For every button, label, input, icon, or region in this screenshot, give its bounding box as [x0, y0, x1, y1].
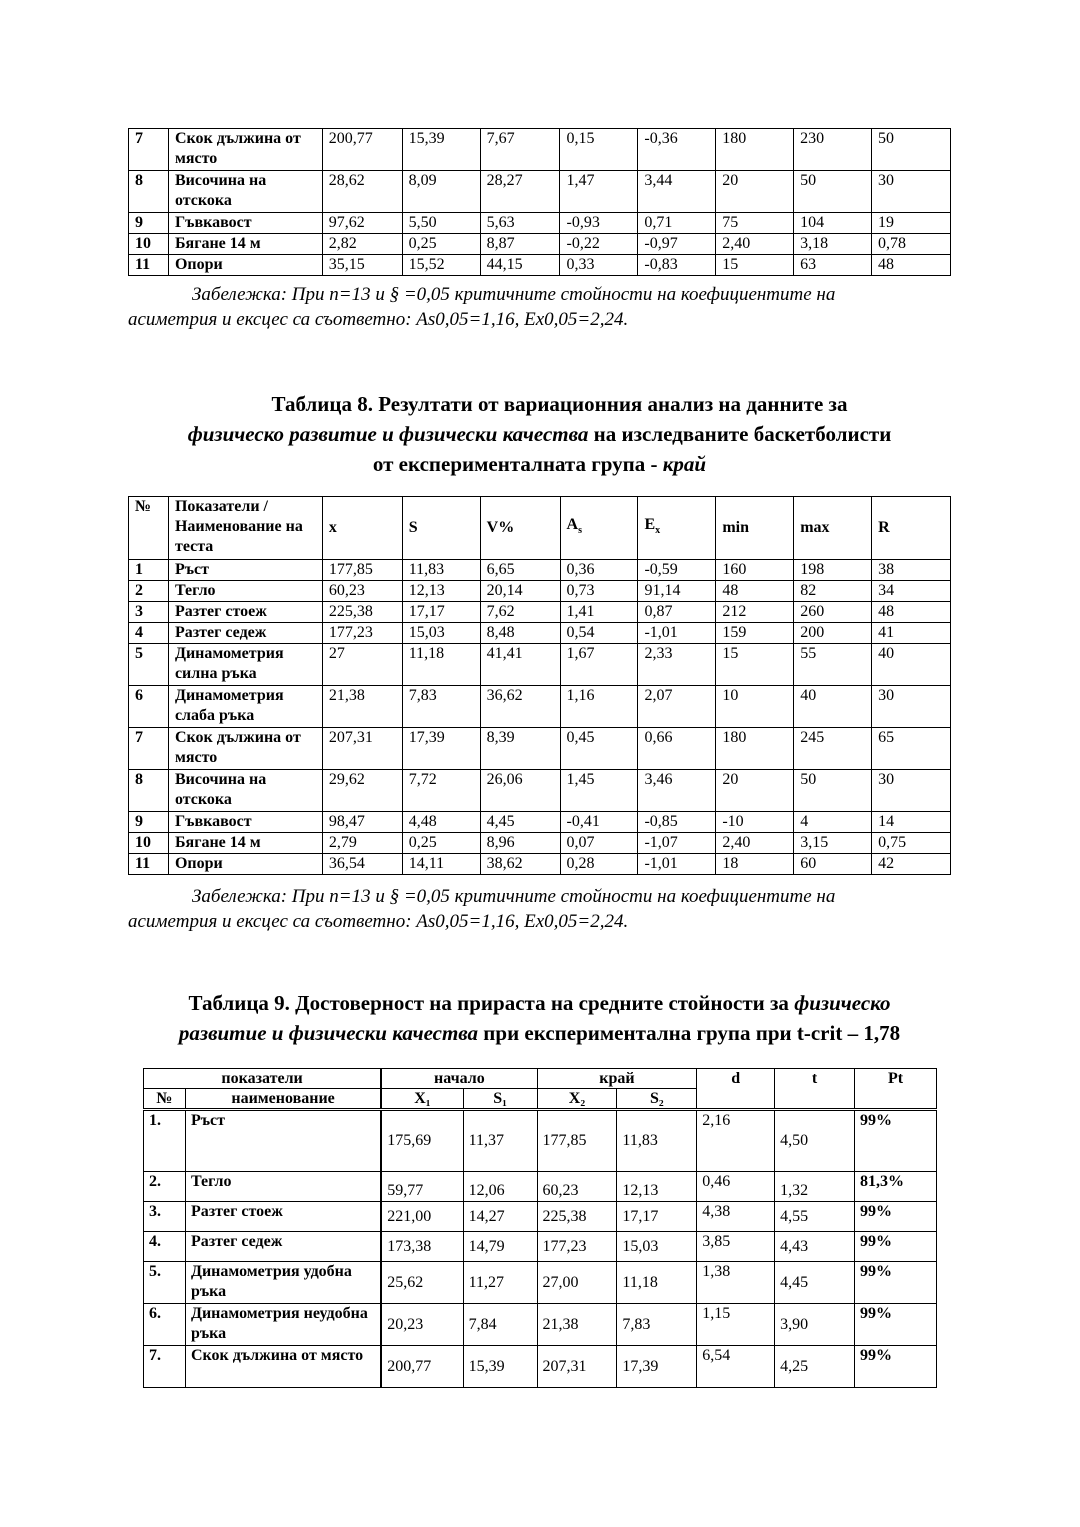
cell-value: 60,23: [322, 581, 402, 602]
probability-value: 99%: [855, 1110, 937, 1172]
cell-value: 48: [716, 581, 794, 602]
cell-value: 18: [716, 854, 794, 875]
cell-value: 177,85: [322, 560, 402, 581]
cell-value: 29,62: [322, 770, 402, 812]
row-number: 1: [129, 560, 169, 581]
title-text: от експерименталната група -: [372, 452, 663, 476]
cell-value: 15,03: [402, 623, 480, 644]
table-row: [144, 1304, 937, 1346]
column-header: №: [129, 497, 169, 560]
cell-value: 65: [872, 728, 951, 770]
cell-value: 12,06: [463, 1172, 537, 1202]
cell-value: 180: [716, 728, 794, 770]
header-subscript: x: [655, 525, 661, 537]
title-italic: развитие и физически качества: [178, 1021, 479, 1045]
cell-value: 14: [872, 812, 951, 833]
cell-value: 15: [716, 255, 794, 276]
cell-value: 2,82: [322, 234, 402, 255]
cell-value: 75: [716, 213, 794, 234]
cell-value: 3,90: [775, 1304, 855, 1346]
cell-value: 34: [872, 581, 951, 602]
column-header: Показатели / Наименование на теста: [168, 497, 322, 560]
note-line-2: асиметрия и ексцес са съответно: As0,05=1,16, Ex0,05=2,24.: [128, 309, 629, 330]
cell-value: 82: [794, 581, 872, 602]
cell-value: 1,45: [560, 770, 638, 812]
header-text: A: [566, 515, 579, 533]
indicator-name: Скок дължина от място: [168, 728, 322, 770]
cell-value: 15,39: [463, 1346, 537, 1388]
table-9-title: [118, 988, 961, 1048]
cell-value: 0,78: [872, 234, 951, 255]
cell-value: 11,83: [402, 560, 480, 581]
cell-value: 30: [872, 770, 951, 812]
cell-value: 4,48: [402, 812, 480, 833]
cell-value: 21,38: [537, 1304, 617, 1346]
cell-value: 4,55: [775, 1202, 855, 1232]
title-italic: край: [662, 452, 707, 476]
cell-value: 3,44: [638, 171, 716, 213]
cell-value: 207,31: [537, 1346, 617, 1388]
cell-value: 198: [794, 560, 872, 581]
indicator-name: Разтег седеж: [185, 1232, 381, 1262]
cell-value: 27: [322, 644, 402, 686]
row-number: 9: [129, 213, 169, 234]
cell-value: 12,13: [402, 581, 480, 602]
cell-value: 40: [794, 686, 872, 728]
probability-value: 99%: [855, 1304, 937, 1346]
indicator-name: Скок дължина от място: [168, 129, 322, 171]
cell-value: 7,72: [402, 770, 480, 812]
cell-value: 44,15: [480, 255, 560, 276]
column-header: [638, 497, 716, 560]
table-9: [143, 1068, 937, 1388]
cell-value: 159: [716, 623, 794, 644]
table-row: [129, 686, 951, 728]
cell-value: 173,38: [381, 1232, 463, 1262]
row-number: 7: [129, 728, 169, 770]
column-header: x: [322, 497, 402, 560]
cell-value: 30: [872, 686, 951, 728]
cell-value: 0,33: [560, 255, 638, 276]
header-indicators: показатели: [144, 1069, 382, 1089]
cell-value: 14,27: [463, 1202, 537, 1232]
cell-value: 1,38: [697, 1262, 775, 1304]
indicator-name: Бягане 14 м: [168, 833, 322, 854]
cell-value: 7,83: [617, 1304, 697, 1346]
indicator-name: Разтег стоеж: [168, 602, 322, 623]
cell-value: 11,18: [617, 1262, 697, 1304]
cell-value: 6,54: [697, 1346, 775, 1388]
cell-value: 10: [716, 686, 794, 728]
table-row: [144, 1202, 937, 1232]
cell-value: 59,77: [381, 1172, 463, 1202]
cell-value: 4,43: [775, 1232, 855, 1262]
cell-value: -1,01: [638, 623, 716, 644]
cell-value: 0,73: [560, 581, 638, 602]
cell-value: 17,39: [617, 1346, 697, 1388]
cell-value: 2,07: [638, 686, 716, 728]
header-start: начало: [381, 1069, 537, 1089]
cell-value: 50: [794, 770, 872, 812]
cell-value: 8,87: [480, 234, 560, 255]
cell-value: 55: [794, 644, 872, 686]
column-header: min: [716, 497, 794, 560]
cell-value: 17,39: [402, 728, 480, 770]
table-8-title: [128, 389, 951, 479]
cell-value: 160: [716, 560, 794, 581]
cell-value: 40: [872, 644, 951, 686]
table-row: [144, 1110, 937, 1172]
cell-value: -0,59: [638, 560, 716, 581]
indicator-name: Гъвкавост: [168, 213, 322, 234]
row-number: 2.: [144, 1172, 186, 1202]
cell-value: 2,79: [322, 833, 402, 854]
row-number: 3.: [144, 1202, 186, 1232]
cell-value: 0,07: [560, 833, 638, 854]
table-row: [129, 644, 951, 686]
row-number: 11: [129, 255, 169, 276]
cell-value: 36,54: [322, 854, 402, 875]
cell-value: 26,06: [480, 770, 560, 812]
cell-value: 4,45: [480, 812, 560, 833]
cell-value: 38: [872, 560, 951, 581]
indicator-name: Ръст: [168, 560, 322, 581]
cell-value: -0,85: [638, 812, 716, 833]
cell-value: 8,48: [480, 623, 560, 644]
cell-value: 11,27: [463, 1262, 537, 1304]
header-no: №: [144, 1089, 186, 1110]
cell-value: -1,07: [638, 833, 716, 854]
table-row: [144, 1232, 937, 1262]
indicator-name: Тегло: [168, 581, 322, 602]
table-row: [129, 770, 951, 812]
cell-value: 15,52: [402, 255, 480, 276]
title-text: на изследваните баскетболисти: [588, 422, 892, 446]
column-header: V%: [480, 497, 560, 560]
column-header: max: [794, 497, 872, 560]
cell-value: 28,27: [480, 171, 560, 213]
cell-value: 177,85: [537, 1110, 617, 1172]
cell-value: 11,37: [463, 1110, 537, 1172]
cell-value: 27,00: [537, 1262, 617, 1304]
row-number: 8: [129, 171, 169, 213]
table-row: [129, 255, 951, 276]
cell-value: 41,41: [480, 644, 560, 686]
cell-value: 48: [872, 602, 951, 623]
cell-value: 19: [872, 213, 951, 234]
cell-value: 0,46: [697, 1172, 775, 1202]
cell-value: 260: [794, 602, 872, 623]
cell-value: -0,83: [638, 255, 716, 276]
cell-value: 177,23: [537, 1232, 617, 1262]
cell-value: 200,77: [322, 129, 402, 171]
title-text: Таблица 8. Резултати от вариационния анализ на данните за: [271, 392, 848, 416]
table-row: [129, 623, 951, 644]
cell-value: 17,17: [617, 1202, 697, 1232]
cell-value: 50: [872, 129, 951, 171]
row-number: 1.: [144, 1110, 186, 1172]
cell-value: 4: [794, 812, 872, 833]
cell-value: 230: [794, 129, 872, 171]
header-s1: S₁: [463, 1089, 537, 1110]
table-row: [129, 560, 951, 581]
row-number: 4.: [144, 1232, 186, 1262]
table-row: [129, 171, 951, 213]
indicator-name: Опори: [168, 255, 322, 276]
table-7-note: [128, 282, 951, 332]
cell-value: 0,87: [638, 602, 716, 623]
table-row: [144, 1262, 937, 1304]
row-number: 10: [129, 234, 169, 255]
cell-value: 97,62: [322, 213, 402, 234]
cell-value: 2,40: [716, 833, 794, 854]
cell-value: 4,38: [697, 1202, 775, 1232]
cell-value: 21,38: [322, 686, 402, 728]
row-number: 2: [129, 581, 169, 602]
cell-value: 212: [716, 602, 794, 623]
indicator-name: Разтег седеж: [168, 623, 322, 644]
header-x2: X₂: [537, 1089, 617, 1110]
cell-value: 221,00: [381, 1202, 463, 1232]
table-8-note: [128, 884, 951, 934]
title-italic: физическо развитие и физически качества: [187, 422, 589, 446]
indicator-name: Динамометрия удобна ръка: [185, 1262, 381, 1304]
cell-value: 60,23: [537, 1172, 617, 1202]
cell-value: 42: [872, 854, 951, 875]
cell-value: 0,45: [560, 728, 638, 770]
cell-value: 180: [716, 129, 794, 171]
indicator-name: Динамометрия слаба ръка: [168, 686, 322, 728]
cell-value: 14,11: [402, 854, 480, 875]
row-number: 7.: [144, 1346, 186, 1388]
table-row: [129, 234, 951, 255]
row-number: 11: [129, 854, 169, 875]
header-s2: S₂: [617, 1089, 697, 1110]
row-number: 5.: [144, 1262, 186, 1304]
row-number: 8: [129, 770, 169, 812]
cell-value: 30: [872, 171, 951, 213]
cell-value: 7,62: [480, 602, 560, 623]
table-row: [129, 728, 951, 770]
row-number: 6.: [144, 1304, 186, 1346]
row-number: 9: [129, 812, 169, 833]
cell-value: 25,62: [381, 1262, 463, 1304]
cell-value: 20: [716, 770, 794, 812]
table-row: [129, 833, 951, 854]
cell-value: 1,67: [560, 644, 638, 686]
cell-value: 5,50: [402, 213, 480, 234]
cell-value: 3,18: [794, 234, 872, 255]
cell-value: 1,16: [560, 686, 638, 728]
cell-value: -0,97: [638, 234, 716, 255]
cell-value: 20,14: [480, 581, 560, 602]
cell-value: 3,15: [794, 833, 872, 854]
cell-value: 15,39: [402, 129, 480, 171]
table-row: [129, 812, 951, 833]
cell-value: -0,22: [560, 234, 638, 255]
cell-value: 175,69: [381, 1110, 463, 1172]
cell-value: -0,36: [638, 129, 716, 171]
header-d: d: [697, 1069, 775, 1110]
cell-value: 200: [794, 623, 872, 644]
cell-value: 0,71: [638, 213, 716, 234]
header-t: t: [775, 1069, 855, 1110]
cell-value: 5,63: [480, 213, 560, 234]
indicator-name: Разтег стоеж: [185, 1202, 381, 1232]
table-8: [128, 496, 951, 875]
probability-value: 99%: [855, 1262, 937, 1304]
note-line-2: асиметрия и ексцес са съответно: As0,05=1,16, Ex0,05=2,24.: [128, 911, 629, 932]
cell-value: 2,40: [716, 234, 794, 255]
cell-value: 0,36: [560, 560, 638, 581]
title-italic: физическо: [794, 991, 891, 1015]
indicator-name: Динамометрия неудобна ръка: [185, 1304, 381, 1346]
cell-value: -1,01: [638, 854, 716, 875]
table-row: [129, 854, 951, 875]
cell-value: 8,96: [480, 833, 560, 854]
cell-value: 4,50: [775, 1110, 855, 1172]
cell-value: 7,67: [480, 129, 560, 171]
cell-value: 0,75: [872, 833, 951, 854]
column-header: [560, 497, 638, 560]
cell-value: 91,14: [638, 581, 716, 602]
table-row: [144, 1346, 937, 1388]
table-row: [129, 581, 951, 602]
header-x1: X₁: [381, 1089, 463, 1110]
cell-value: 20: [716, 171, 794, 213]
cell-value: 245: [794, 728, 872, 770]
cell-value: 15,03: [617, 1232, 697, 1262]
probability-value: 81,3%: [855, 1172, 937, 1202]
cell-value: 60: [794, 854, 872, 875]
cell-value: 1,15: [697, 1304, 775, 1346]
column-header: R: [872, 497, 951, 560]
indicator-name: Гъвкавост: [168, 812, 322, 833]
cell-value: 8,39: [480, 728, 560, 770]
header-text: E: [644, 515, 656, 533]
cell-value: 48: [872, 255, 951, 276]
table-row: [129, 129, 951, 171]
cell-value: 41: [872, 623, 951, 644]
cell-value: 3,46: [638, 770, 716, 812]
indicator-name: Ръст: [185, 1110, 381, 1172]
cell-value: 225,38: [537, 1202, 617, 1232]
cell-value: 177,23: [322, 623, 402, 644]
cell-value: 4,25: [775, 1346, 855, 1388]
cell-value: 2,33: [638, 644, 716, 686]
indicator-name: Височина на отскока: [168, 770, 322, 812]
cell-value: 0,15: [560, 129, 638, 171]
row-number: 6: [129, 686, 169, 728]
cell-value: 38,62: [480, 854, 560, 875]
cell-value: 8,09: [402, 171, 480, 213]
row-number: 7: [129, 129, 169, 171]
cell-value: 14,79: [463, 1232, 537, 1262]
cell-value: 7,83: [402, 686, 480, 728]
header-end: край: [537, 1069, 697, 1089]
cell-value: 15: [716, 644, 794, 686]
indicator-name: Тегло: [185, 1172, 381, 1202]
indicator-name: Височина на отскока: [168, 171, 322, 213]
header-pt: Pt: [855, 1069, 937, 1110]
cell-value: 98,47: [322, 812, 402, 833]
cell-value: 36,62: [480, 686, 560, 728]
cell-value: 12,13: [617, 1172, 697, 1202]
column-header: S: [402, 497, 480, 560]
cell-value: 11,18: [402, 644, 480, 686]
probability-value: 99%: [855, 1232, 937, 1262]
cell-value: 7,84: [463, 1304, 537, 1346]
cell-value: 4,45: [775, 1262, 855, 1304]
cell-value: 3,85: [697, 1232, 775, 1262]
note-line-1: Забележка: При n=13 и § =0,05 критичните стойности на коефициентите на: [192, 284, 836, 305]
cell-value: 225,38: [322, 602, 402, 623]
indicator-name: Динамометрия силна ръка: [168, 644, 322, 686]
indicator-name: Бягане 14 м: [168, 234, 322, 255]
table-row: [129, 602, 951, 623]
cell-value: 20,23: [381, 1304, 463, 1346]
cell-value: -0,93: [560, 213, 638, 234]
row-number: 4: [129, 623, 169, 644]
indicator-name: Опори: [168, 854, 322, 875]
header-name: наименование: [185, 1089, 381, 1110]
note-line-1: Забележка: При n=13 и § =0,05 критичните стойности на коефициентите на: [192, 886, 836, 907]
cell-value: 0,28: [560, 854, 638, 875]
cell-value: 1,32: [775, 1172, 855, 1202]
cell-value: 104: [794, 213, 872, 234]
table-7-continuation: [128, 128, 951, 276]
cell-value: 1,47: [560, 171, 638, 213]
row-number: 10: [129, 833, 169, 854]
cell-value: 50: [794, 171, 872, 213]
cell-value: 0,54: [560, 623, 638, 644]
cell-value: 2,16: [697, 1110, 775, 1172]
probability-value: 99%: [855, 1202, 937, 1232]
row-number: 3: [129, 602, 169, 623]
row-number: 5: [129, 644, 169, 686]
table-row: [144, 1172, 937, 1202]
title-text: при експериментална група при t-crit – 1,78: [478, 1021, 901, 1045]
cell-value: 35,15: [322, 255, 402, 276]
title-text: Таблица 9. Достоверност на прираста на средните стойности за: [188, 991, 795, 1015]
header-subscript: s: [578, 525, 583, 537]
cell-value: -10: [716, 812, 794, 833]
cell-value: 11,83: [617, 1110, 697, 1172]
cell-value: 0,66: [638, 728, 716, 770]
cell-value: 207,31: [322, 728, 402, 770]
cell-value: 0,25: [402, 833, 480, 854]
probability-value: 99%: [855, 1346, 937, 1388]
cell-value: 0,25: [402, 234, 480, 255]
cell-value: 63: [794, 255, 872, 276]
table-row: [129, 213, 951, 234]
indicator-name: Скок дължина от място: [185, 1346, 381, 1388]
cell-value: 17,17: [402, 602, 480, 623]
cell-value: 6,65: [480, 560, 560, 581]
cell-value: 28,62: [322, 171, 402, 213]
cell-value: -0,41: [560, 812, 638, 833]
cell-value: 200,77: [381, 1346, 463, 1388]
cell-value: 1,41: [560, 602, 638, 623]
